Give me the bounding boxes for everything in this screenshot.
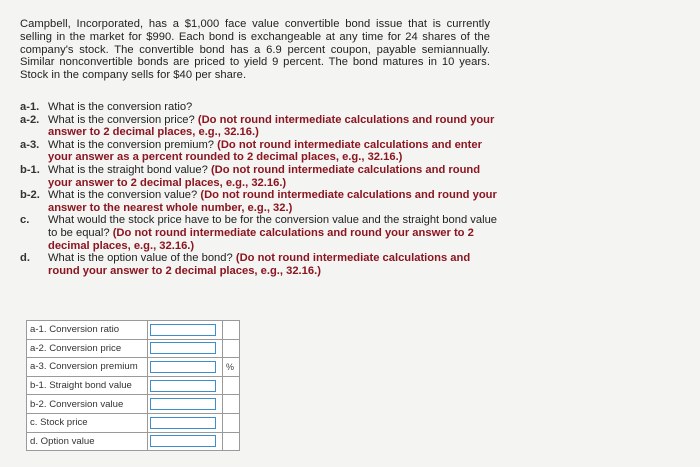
question-d xyxy=(20,252,500,277)
straight-bond-value-input[interactable] xyxy=(150,380,216,392)
question-hint: (Do not round intermediate calculations and round your answer to 2 decimal places, e.g., 32.16.) xyxy=(48,252,471,277)
question-a2 xyxy=(20,114,500,139)
question-text: What would the stock price have to be for the conversion value and the straight bond value to be equal? xyxy=(48,214,498,239)
question-text: What is the straight bond value? xyxy=(48,163,208,176)
answer-table xyxy=(26,320,240,451)
question-text: What is the conversion premium? xyxy=(48,138,215,151)
question-label: a-2. xyxy=(20,113,40,126)
conversion-value-input[interactable] xyxy=(150,398,216,410)
question-hint: (Do not round intermediate calculations and round your answer to 2 decimal places, e.g., 32.16.) xyxy=(48,163,481,189)
row-label: d. Option value xyxy=(27,432,148,451)
question-hint: (Do not round intermediate calculations and round your answer to the nearest whole number, e.g., 32.) xyxy=(48,189,497,214)
unit-label xyxy=(223,339,240,358)
table-row-conversion-premium xyxy=(27,358,240,377)
row-label: c. Stock price xyxy=(27,413,148,432)
stock-price-input[interactable] xyxy=(150,417,216,429)
conversion-ratio-input[interactable] xyxy=(150,324,216,336)
row-label: a-1. Conversion ratio xyxy=(27,321,148,340)
question-b2 xyxy=(20,189,500,214)
conversion-price-input[interactable] xyxy=(150,342,216,354)
conversion-premium-input[interactable] xyxy=(150,361,216,373)
question-text: What is the conversion price? xyxy=(48,113,195,126)
problem-statement: Campbell, Incorporated, has a $1,000 face value convertible bond issue that is currently selling in the market for $990. Each bond is exchangeable at any time for 24 shares of the company's stock. The convertible bond has a 6.9 percent coupon, payable semiannually. Similar nonconvertible bonds are priced to yield 9 percent. The bond matures in 10 years. Stock in the company sells for $40 per share. xyxy=(20,18,490,82)
unit-label xyxy=(223,321,240,340)
question-hint: (Do not round intermediate calculations and enter your answer as a percent rounded to 2 decimal places, e.g., 32.16.) xyxy=(48,138,482,164)
question-text: What is the conversion ratio? xyxy=(48,101,193,113)
percent-unit-label: % xyxy=(223,358,240,377)
question-label: b-2. xyxy=(20,189,40,202)
question-list xyxy=(20,101,500,277)
question-a1 xyxy=(20,101,500,114)
question-label: c. xyxy=(20,214,30,227)
table-row-conversion-price xyxy=(27,339,240,358)
row-label: a-3. Conversion premium xyxy=(27,358,148,377)
question-label: a-1. xyxy=(20,101,40,113)
row-label: b-2. Conversion value xyxy=(27,395,148,414)
question-hint: (Do not round intermediate calculations and round your answer to 2 decimal places, e.g., 32.16.) xyxy=(48,226,474,252)
question-label: d. xyxy=(20,252,30,265)
unit-label xyxy=(223,395,240,414)
row-label: b-1. Straight bond value xyxy=(27,376,148,395)
table-row-straight-bond-value xyxy=(27,376,240,395)
row-label: a-2. Conversion price xyxy=(27,339,148,358)
unit-label xyxy=(223,413,240,432)
table-row-conversion-ratio xyxy=(27,321,240,340)
question-b1 xyxy=(20,164,500,189)
question-text: What is the conversion value? xyxy=(48,189,198,202)
option-value-input[interactable] xyxy=(150,435,216,447)
question-label: a-3. xyxy=(20,138,40,151)
question-label: b-1. xyxy=(20,163,40,176)
question-c xyxy=(20,214,500,252)
unit-label xyxy=(223,376,240,395)
table-row-stock-price xyxy=(27,413,240,432)
question-text: What is the option value of the bond? xyxy=(48,252,233,265)
question-a3 xyxy=(20,139,500,164)
table-row-conversion-value xyxy=(27,395,240,414)
table-row-option-value xyxy=(27,432,240,451)
question-hint: (Do not round intermediate calculations and round your answer to 2 decimal places, e.g., 32.16.) xyxy=(48,113,495,139)
unit-label xyxy=(223,432,240,451)
